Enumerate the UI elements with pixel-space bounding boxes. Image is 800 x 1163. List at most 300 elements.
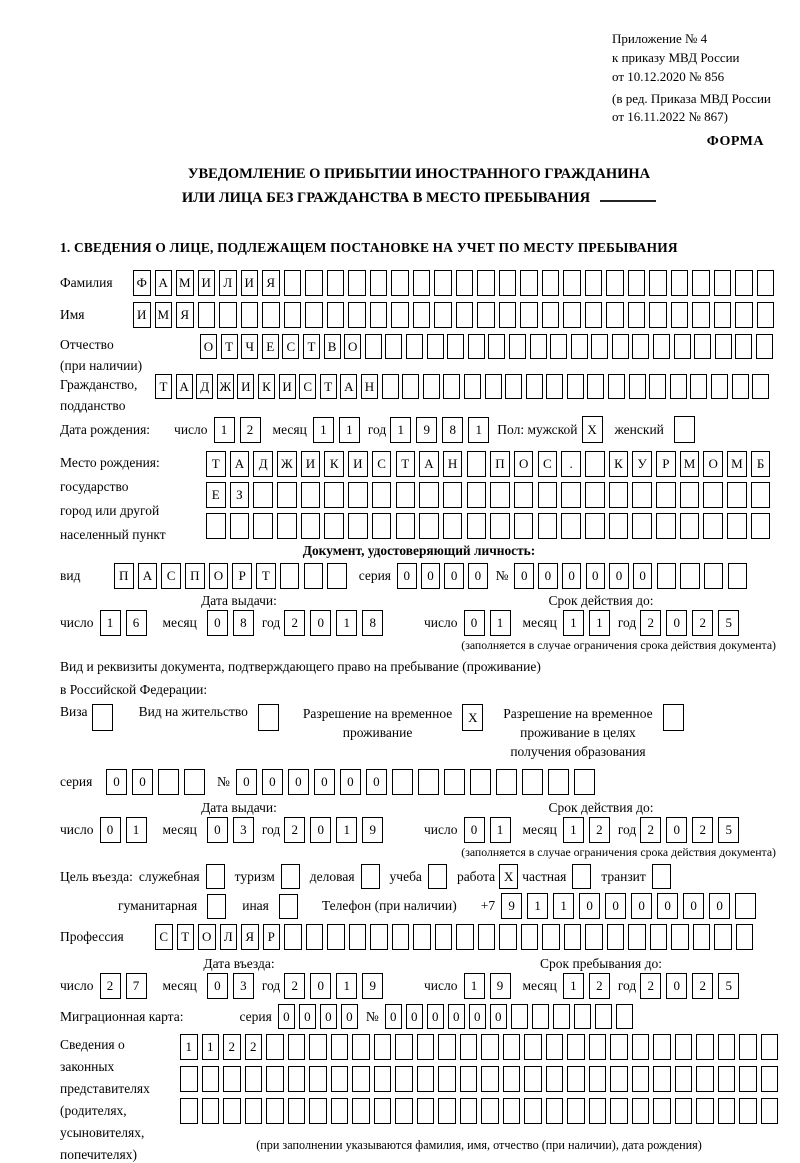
char-cell[interactable] — [352, 1034, 370, 1060]
char-cell[interactable]: З — [230, 482, 250, 508]
char-cell[interactable] — [464, 374, 481, 399]
char-cell[interactable] — [680, 513, 700, 539]
char-cell[interactable]: П — [490, 451, 510, 477]
char-cell[interactable] — [324, 482, 344, 508]
char-cell[interactable] — [757, 270, 775, 296]
char-cell[interactable] — [277, 513, 297, 539]
char-cell[interactable] — [589, 1034, 607, 1060]
char-cell[interactable] — [612, 334, 629, 359]
char-cell[interactable] — [524, 1098, 542, 1124]
char-cell[interactable]: Я — [176, 302, 194, 328]
char-cell[interactable] — [657, 563, 677, 589]
char-cell[interactable] — [652, 864, 671, 889]
char-cell[interactable]: 1 — [490, 817, 511, 843]
char-cell[interactable] — [524, 1066, 542, 1092]
char-cell[interactable]: 1 — [202, 1034, 220, 1060]
char-cell[interactable] — [757, 302, 775, 328]
char-cell[interactable]: К — [258, 374, 275, 399]
char-cell[interactable]: С — [372, 451, 392, 477]
char-cell[interactable] — [467, 482, 487, 508]
char-cell[interactable] — [438, 1098, 456, 1124]
char-cell[interactable] — [288, 1098, 306, 1124]
char-cell[interactable]: 1 — [214, 417, 235, 443]
char-cell[interactable]: Ж — [277, 451, 297, 477]
char-cell[interactable] — [327, 924, 345, 950]
char-cell[interactable] — [413, 302, 431, 328]
char-cell[interactable] — [477, 270, 495, 296]
char-cell[interactable] — [266, 1066, 284, 1092]
char-cell[interactable] — [348, 270, 366, 296]
char-cell[interactable] — [385, 334, 402, 359]
char-cell[interactable]: 2 — [240, 417, 261, 443]
char-cell[interactable] — [324, 513, 344, 539]
char-cell[interactable] — [258, 704, 279, 731]
char-cell[interactable] — [610, 1066, 628, 1092]
char-cell[interactable] — [735, 270, 753, 296]
char-cell[interactable]: Б — [751, 451, 771, 477]
char-cell[interactable] — [628, 924, 646, 950]
char-cell[interactable] — [675, 1066, 693, 1092]
char-cell[interactable] — [550, 334, 567, 359]
char-cell[interactable]: . — [561, 451, 581, 477]
char-cell[interactable]: 2 — [640, 817, 661, 843]
char-cell[interactable] — [280, 563, 300, 589]
char-cell[interactable]: Т — [320, 374, 337, 399]
char-cell[interactable]: Т — [177, 924, 195, 950]
char-cell[interactable]: 1 — [589, 610, 610, 636]
char-cell[interactable] — [417, 1034, 435, 1060]
char-cell[interactable] — [370, 924, 388, 950]
char-cell[interactable] — [327, 270, 345, 296]
char-cell[interactable]: Д — [253, 451, 273, 477]
char-cell[interactable] — [574, 769, 595, 795]
char-cell[interactable] — [241, 302, 259, 328]
char-cell[interactable]: А — [176, 374, 193, 399]
char-cell[interactable] — [739, 1066, 757, 1092]
char-cell[interactable]: 1 — [464, 973, 485, 999]
char-cell[interactable]: 2 — [589, 817, 610, 843]
char-cell[interactable] — [382, 374, 399, 399]
char-cell[interactable] — [470, 769, 491, 795]
char-cell[interactable] — [674, 334, 691, 359]
char-cell[interactable] — [223, 1066, 241, 1092]
char-cell[interactable] — [585, 924, 603, 950]
sex-female-checkbox[interactable] — [674, 416, 695, 443]
char-cell[interactable]: 1 — [180, 1034, 198, 1060]
char-cell[interactable]: 8 — [233, 610, 254, 636]
char-cell[interactable] — [736, 924, 754, 950]
char-cell[interactable] — [427, 334, 444, 359]
char-cell[interactable] — [587, 374, 604, 399]
char-cell[interactable]: 0 — [310, 973, 331, 999]
char-cell[interactable] — [514, 482, 534, 508]
char-cell[interactable]: X — [462, 704, 483, 731]
char-cell[interactable]: 2 — [223, 1034, 241, 1060]
char-cell[interactable]: Т — [303, 334, 320, 359]
char-cell[interactable] — [509, 334, 526, 359]
char-cell[interactable]: 0 — [538, 563, 558, 589]
char-cell[interactable]: А — [138, 563, 158, 589]
char-cell[interactable]: Я — [241, 924, 259, 950]
char-cell[interactable] — [279, 894, 298, 919]
char-cell[interactable]: 0 — [314, 769, 335, 795]
char-cell[interactable]: 8 — [362, 610, 383, 636]
char-cell[interactable] — [443, 374, 460, 399]
char-cell[interactable] — [305, 302, 323, 328]
char-cell[interactable] — [456, 302, 474, 328]
temp-residence-checkbox[interactable] — [462, 704, 483, 731]
char-cell[interactable] — [542, 270, 560, 296]
char-cell[interactable] — [395, 1098, 413, 1124]
char-cell[interactable] — [751, 482, 771, 508]
char-cell[interactable] — [761, 1098, 779, 1124]
char-cell[interactable] — [266, 1034, 284, 1060]
char-cell[interactable] — [718, 1098, 736, 1124]
char-cell[interactable]: 1 — [468, 417, 489, 443]
char-cell[interactable] — [281, 864, 300, 889]
char-cell[interactable] — [365, 334, 382, 359]
char-cell[interactable] — [434, 270, 452, 296]
char-cell[interactable] — [392, 769, 413, 795]
char-cell[interactable] — [542, 302, 560, 328]
char-cell[interactable]: Т — [396, 451, 416, 477]
char-cell[interactable] — [438, 1034, 456, 1060]
char-cell[interactable] — [478, 924, 496, 950]
char-cell[interactable]: 0 — [666, 973, 687, 999]
char-cell[interactable] — [443, 482, 463, 508]
purpose-work-checkbox[interactable] — [499, 864, 518, 889]
char-cell[interactable] — [406, 334, 423, 359]
char-cell[interactable] — [253, 513, 273, 539]
char-cell[interactable] — [413, 924, 431, 950]
char-cell[interactable] — [649, 270, 667, 296]
char-cell[interactable]: 0 — [310, 817, 331, 843]
char-cell[interactable] — [675, 1098, 693, 1124]
char-cell[interactable]: 0 — [666, 610, 687, 636]
char-cell[interactable]: 6 — [126, 610, 147, 636]
char-cell[interactable]: 0 — [427, 1004, 444, 1029]
char-cell[interactable]: Р — [232, 563, 252, 589]
char-cell[interactable]: И — [241, 270, 259, 296]
char-cell[interactable] — [207, 894, 226, 919]
char-cell[interactable] — [481, 1066, 499, 1092]
char-cell[interactable] — [396, 482, 416, 508]
char-cell[interactable] — [490, 513, 510, 539]
char-cell[interactable] — [301, 482, 321, 508]
char-cell[interactable] — [756, 334, 773, 359]
char-cell[interactable] — [538, 513, 558, 539]
char-cell[interactable] — [391, 270, 409, 296]
char-cell[interactable]: Т — [206, 451, 226, 477]
char-cell[interactable] — [585, 270, 603, 296]
char-cell[interactable] — [511, 1004, 528, 1029]
char-cell[interactable] — [696, 1098, 714, 1124]
char-cell[interactable] — [761, 1034, 779, 1060]
char-cell[interactable]: 0 — [207, 610, 228, 636]
char-cell[interactable]: С — [161, 563, 181, 589]
char-cell[interactable] — [301, 513, 321, 539]
char-cell[interactable] — [663, 704, 684, 731]
char-cell[interactable] — [309, 1098, 327, 1124]
char-cell[interactable]: 0 — [421, 563, 441, 589]
char-cell[interactable] — [572, 864, 591, 889]
char-cell[interactable]: К — [609, 451, 629, 477]
char-cell[interactable]: 0 — [385, 1004, 402, 1029]
char-cell[interactable] — [591, 334, 608, 359]
char-cell[interactable]: Ч — [241, 334, 258, 359]
char-cell[interactable] — [521, 924, 539, 950]
char-cell[interactable] — [158, 769, 179, 795]
char-cell[interactable] — [423, 374, 440, 399]
char-cell[interactable]: 0 — [709, 893, 730, 919]
char-cell[interactable] — [348, 302, 366, 328]
char-cell[interactable] — [649, 302, 667, 328]
char-cell[interactable]: 1 — [126, 817, 147, 843]
char-cell[interactable] — [206, 864, 225, 889]
char-cell[interactable]: 2 — [640, 610, 661, 636]
char-cell[interactable] — [309, 1066, 327, 1092]
char-cell[interactable] — [692, 270, 710, 296]
char-cell[interactable] — [632, 482, 652, 508]
char-cell[interactable] — [610, 1098, 628, 1124]
char-cell[interactable] — [674, 416, 695, 443]
char-cell[interactable]: П — [114, 563, 134, 589]
char-cell[interactable]: 0 — [207, 973, 228, 999]
char-cell[interactable] — [526, 374, 543, 399]
char-cell[interactable]: К — [324, 451, 344, 477]
temp-residence-edu-checkbox[interactable] — [663, 704, 684, 731]
char-cell[interactable] — [530, 334, 547, 359]
char-cell[interactable] — [704, 563, 724, 589]
char-cell[interactable] — [419, 482, 439, 508]
char-cell[interactable] — [671, 270, 689, 296]
sex-male-checkbox[interactable] — [582, 416, 603, 443]
char-cell[interactable] — [546, 1034, 564, 1060]
char-cell[interactable] — [284, 270, 302, 296]
char-cell[interactable]: Т — [221, 334, 238, 359]
char-cell[interactable] — [589, 1098, 607, 1124]
char-cell[interactable]: 0 — [657, 893, 678, 919]
char-cell[interactable] — [402, 374, 419, 399]
char-cell[interactable] — [680, 482, 700, 508]
char-cell[interactable]: 0 — [609, 563, 629, 589]
char-cell[interactable] — [653, 1034, 671, 1060]
char-cell[interactable]: 0 — [605, 893, 626, 919]
char-cell[interactable] — [372, 513, 392, 539]
char-cell[interactable]: Д — [196, 374, 213, 399]
char-cell[interactable] — [488, 334, 505, 359]
char-cell[interactable] — [331, 1034, 349, 1060]
char-cell[interactable]: Е — [262, 334, 279, 359]
char-cell[interactable] — [468, 334, 485, 359]
char-cell[interactable] — [680, 563, 700, 589]
char-cell[interactable]: 1 — [336, 817, 357, 843]
char-cell[interactable]: 0 — [579, 893, 600, 919]
char-cell[interactable] — [532, 1004, 549, 1029]
char-cell[interactable]: 0 — [132, 769, 153, 795]
char-cell[interactable] — [284, 924, 302, 950]
char-cell[interactable]: 2 — [692, 610, 713, 636]
char-cell[interactable]: Л — [220, 924, 238, 950]
char-cell[interactable]: 0 — [469, 1004, 486, 1029]
char-cell[interactable]: 2 — [692, 973, 713, 999]
char-cell[interactable] — [284, 302, 302, 328]
char-cell[interactable] — [656, 513, 676, 539]
char-cell[interactable] — [653, 1066, 671, 1092]
char-cell[interactable]: О — [703, 451, 723, 477]
char-cell[interactable] — [331, 1098, 349, 1124]
char-cell[interactable] — [567, 1066, 585, 1092]
char-cell[interactable]: 0 — [278, 1004, 295, 1029]
char-cell[interactable] — [496, 769, 517, 795]
char-cell[interactable]: С — [282, 334, 299, 359]
char-cell[interactable] — [444, 769, 465, 795]
char-cell[interactable] — [714, 302, 732, 328]
char-cell[interactable]: 9 — [501, 893, 522, 919]
char-cell[interactable] — [456, 270, 474, 296]
char-cell[interactable] — [670, 374, 687, 399]
char-cell[interactable] — [499, 924, 517, 950]
char-cell[interactable]: С — [538, 451, 558, 477]
char-cell[interactable] — [202, 1098, 220, 1124]
char-cell[interactable] — [553, 1004, 570, 1029]
char-cell[interactable] — [348, 513, 368, 539]
char-cell[interactable] — [520, 302, 538, 328]
char-cell[interactable]: 9 — [416, 417, 437, 443]
char-cell[interactable] — [696, 1034, 714, 1060]
visa-checkbox[interactable] — [92, 704, 113, 731]
char-cell[interactable] — [653, 334, 670, 359]
purpose-tourism-checkbox[interactable] — [281, 864, 300, 889]
char-cell[interactable]: 0 — [397, 563, 417, 589]
char-cell[interactable] — [202, 1066, 220, 1092]
char-cell[interactable] — [606, 270, 624, 296]
char-cell[interactable] — [490, 482, 510, 508]
char-cell[interactable] — [608, 374, 625, 399]
char-cell[interactable] — [92, 704, 113, 731]
char-cell[interactable]: 0 — [464, 610, 485, 636]
char-cell[interactable] — [628, 302, 646, 328]
purpose-humanitarian-checkbox[interactable] — [207, 894, 226, 919]
char-cell[interactable]: И — [279, 374, 296, 399]
char-cell[interactable] — [223, 1098, 241, 1124]
char-cell[interactable]: М — [155, 302, 173, 328]
char-cell[interactable]: 9 — [362, 973, 383, 999]
char-cell[interactable]: 0 — [631, 893, 652, 919]
char-cell[interactable] — [752, 374, 769, 399]
char-cell[interactable] — [751, 513, 771, 539]
char-cell[interactable] — [503, 1066, 521, 1092]
char-cell[interactable] — [589, 1066, 607, 1092]
char-cell[interactable] — [391, 302, 409, 328]
char-cell[interactable] — [262, 302, 280, 328]
char-cell[interactable] — [417, 1066, 435, 1092]
char-cell[interactable]: 0 — [444, 563, 464, 589]
char-cell[interactable] — [219, 302, 237, 328]
char-cell[interactable]: Е — [206, 482, 226, 508]
char-cell[interactable]: 0 — [341, 1004, 358, 1029]
char-cell[interactable]: Н — [443, 451, 463, 477]
char-cell[interactable]: И — [237, 374, 254, 399]
char-cell[interactable]: 1 — [490, 610, 511, 636]
char-cell[interactable] — [718, 1034, 736, 1060]
char-cell[interactable]: 0 — [683, 893, 704, 919]
char-cell[interactable] — [546, 374, 563, 399]
char-cell[interactable] — [585, 451, 605, 477]
char-cell[interactable] — [180, 1066, 198, 1092]
char-cell[interactable] — [505, 374, 522, 399]
char-cell[interactable] — [561, 513, 581, 539]
char-cell[interactable] — [428, 864, 447, 889]
char-cell[interactable]: 0 — [236, 769, 257, 795]
char-cell[interactable]: Я — [262, 270, 280, 296]
char-cell[interactable]: 0 — [366, 769, 387, 795]
char-cell[interactable]: А — [419, 451, 439, 477]
char-cell[interactable]: Р — [656, 451, 676, 477]
char-cell[interactable]: И — [198, 270, 216, 296]
char-cell[interactable] — [288, 1066, 306, 1092]
char-cell[interactable] — [348, 482, 368, 508]
char-cell[interactable] — [460, 1098, 478, 1124]
char-cell[interactable] — [443, 513, 463, 539]
char-cell[interactable] — [477, 302, 495, 328]
char-cell[interactable]: О — [198, 924, 216, 950]
char-cell[interactable]: 1 — [339, 417, 360, 443]
char-cell[interactable]: 1 — [527, 893, 548, 919]
char-cell[interactable] — [349, 924, 367, 950]
char-cell[interactable] — [632, 1034, 650, 1060]
char-cell[interactable]: 0 — [448, 1004, 465, 1029]
char-cell[interactable] — [606, 302, 624, 328]
char-cell[interactable] — [561, 482, 581, 508]
char-cell[interactable] — [692, 302, 710, 328]
char-cell[interactable] — [546, 1066, 564, 1092]
char-cell[interactable]: 2 — [640, 973, 661, 999]
char-cell[interactable] — [671, 302, 689, 328]
char-cell[interactable] — [198, 302, 216, 328]
purpose-other-checkbox[interactable] — [279, 894, 298, 919]
char-cell[interactable]: С — [299, 374, 316, 399]
char-cell[interactable]: 0 — [633, 563, 653, 589]
char-cell[interactable] — [693, 924, 711, 950]
residence-permit-checkbox[interactable] — [258, 704, 279, 731]
char-cell[interactable] — [727, 482, 747, 508]
char-cell[interactable]: И — [301, 451, 321, 477]
char-cell[interactable]: 2 — [284, 817, 305, 843]
char-cell[interactable] — [675, 1034, 693, 1060]
purpose-transit-checkbox[interactable] — [652, 864, 671, 889]
char-cell[interactable] — [714, 270, 732, 296]
char-cell[interactable] — [718, 1066, 736, 1092]
char-cell[interactable]: 0 — [468, 563, 488, 589]
char-cell[interactable] — [563, 270, 581, 296]
char-cell[interactable]: Р — [263, 924, 281, 950]
char-cell[interactable] — [609, 513, 629, 539]
char-cell[interactable]: О — [209, 563, 229, 589]
char-cell[interactable] — [632, 1066, 650, 1092]
char-cell[interactable] — [567, 374, 584, 399]
char-cell[interactable] — [503, 1098, 521, 1124]
char-cell[interactable]: 5 — [718, 817, 739, 843]
char-cell[interactable] — [395, 1034, 413, 1060]
char-cell[interactable] — [574, 1004, 591, 1029]
char-cell[interactable]: 0 — [288, 769, 309, 795]
char-cell[interactable] — [434, 302, 452, 328]
char-cell[interactable]: X — [582, 416, 603, 443]
char-cell[interactable]: 2 — [100, 973, 121, 999]
char-cell[interactable]: 5 — [718, 610, 739, 636]
char-cell[interactable] — [374, 1066, 392, 1092]
